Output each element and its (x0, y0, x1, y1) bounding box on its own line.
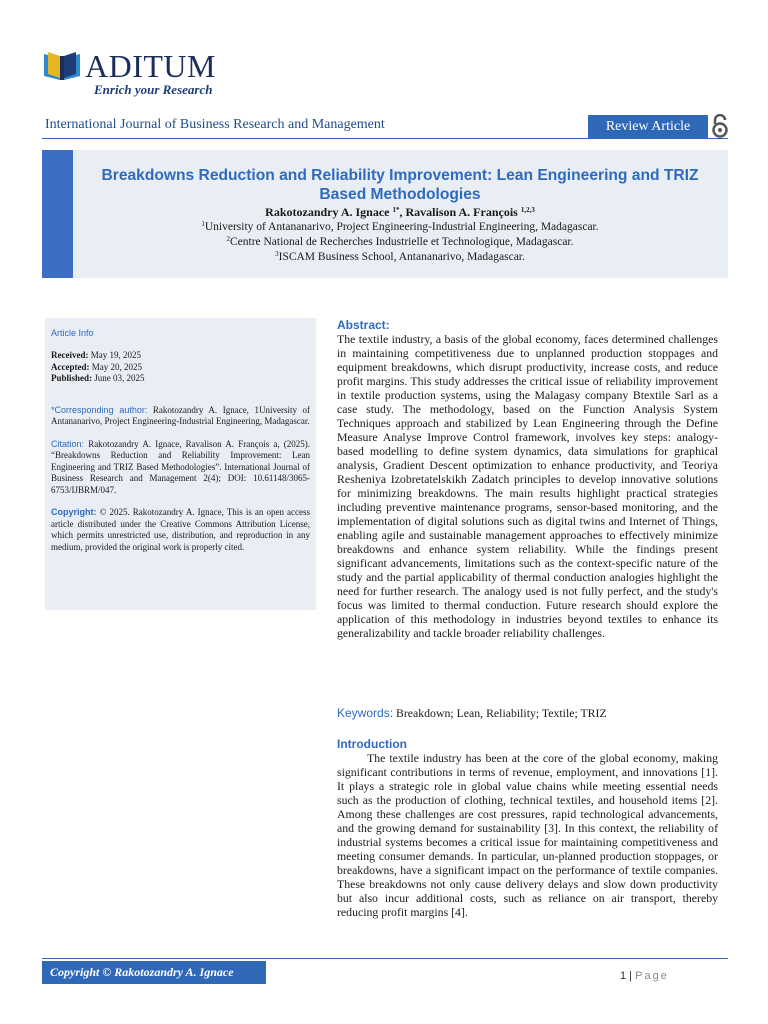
keywords-label: Keywords: (337, 706, 394, 720)
article-title-line1: Breakdowns Reduction and Reliability Improvement: Lean Engineering and TRIZ (101, 167, 699, 184)
affiliation-1-text: University of Antananarivo, Project Engineering-Industrial Engineering, Madagascar. (204, 221, 599, 233)
copyright-label: Copyright: (51, 507, 97, 517)
received-date (51, 350, 310, 362)
publisher-name: ADITUM (85, 48, 216, 84)
published-value: June 03, 2025 (92, 373, 145, 383)
open-access-icon (710, 114, 730, 138)
keywords-value: Breakdown; Lean, Reliability; Textile; TRIZ (393, 706, 607, 720)
received-value: May 19, 2025 (88, 350, 141, 360)
affiliation-1 (80, 220, 720, 234)
introduction-heading: Introduction (337, 737, 407, 751)
citation (51, 439, 310, 497)
authors (80, 205, 720, 219)
footer-copyright: Copyright © Rakotozandry A. Ignace (42, 961, 266, 984)
header-divider (42, 138, 728, 139)
accepted-value: May 20, 2025 (89, 361, 142, 372)
publisher-logo (42, 48, 242, 98)
page-number-value: 1 (620, 970, 627, 982)
abstract-text: The textile industry, a basis of the global economy, faces determined challenges in maintaining competitiveness due to unplanned production stoppages and equipment breakdowns, which disrupt productivity, increase costs, and reduce profit margins. This study addresses the critical issue of reliability improvement in textile production systems, using the Malagasy company Btextile Sarl as a case study. The methodology, based on the Function Analysis System Techniques approach and stabilized by Lean Engineering through the Define Measure Analyse Improve Control framework, involves key steps: analogy-based modelling to define system dynamics, data simulations for graphical analysis, Gradient Descent optimization to enhance productivity, and Teoriya Resheniya Izobretatelskikh Zadatch principles to develop innovative solutions for minimizing breakdowns. The main results highlight practical strategies including preventive maintenance programs, sensor-based monitoring, and the implementation of digital solutions such as digital twins and Internet of Things, enabling agile and sustainable management approaches to effectively minimize breakdowns and enhance system reliability. While the findings present significant advancements, limitations such as the context-specific nature of the study and the partial applicability of thermal conduction analogies highlight the need for further research. The analogy used is not fully perfect, and the study's focus was limited to thermal conduction. Future research should explore the application of this methodology in industries beyond textiles to enhance its generalizability and tackle broader reliability challenges. (337, 332, 718, 640)
received-label: Received: (51, 350, 89, 360)
author-2-affil: 1,2,3 (520, 206, 535, 214)
affiliation-2-text: Centre National de Recherches Industrielle et Technologique, Madagascar. (229, 236, 574, 248)
introduction-section (337, 737, 718, 919)
article-title-line2: Based Methodologies (319, 186, 481, 203)
title-accent-bar (42, 150, 73, 278)
keywords (337, 706, 718, 720)
page-number (620, 970, 669, 982)
article-type-badge: Review Article (588, 115, 708, 138)
corresponding-value: Rakotozandry A. Ignace, 1University of Antananarivo, Project Engineering-Industrial Engineering, Madagascar. (51, 404, 311, 426)
affiliation-3-text: ISCAM Business School, Antananarivo, Madagascar. (278, 251, 525, 263)
citation-label: Citation: (51, 438, 85, 449)
copyright-value: © 2025. Rakotozandry A. Ignace, This is an open access article distributed under the Creative Commons Attribution License, which permits unrestricted use, distribution, and reproduction in any medium, provided the original work is properly cited. (51, 507, 310, 552)
copyright-notice (51, 507, 310, 553)
article-info-box (45, 318, 316, 610)
published-label: Published: (51, 373, 93, 383)
abstract-heading: Abstract: (337, 318, 390, 332)
author-2: Ravalison A. François (405, 205, 518, 219)
journal-name: International Journal of Business Research and Management (45, 117, 385, 132)
affiliation-1-sup: 1 (201, 220, 205, 228)
article-info-heading: Article Info (51, 328, 94, 338)
affiliation-2 (80, 235, 720, 249)
published-date (51, 373, 310, 385)
publisher-tagline: Enrich your Research (94, 82, 213, 97)
introduction-text: The textile industry has been at the core of the global economy, making significant contributions in terms of revenue, employment, and innovations [1]. It plays a strategic role in global value chains while meeting essential needs such as the production of clothing, technical textiles, and household items [2]. Among these challenges are cost pressures, rapid technological advancements, and the growing demand for sustainability [3]. In this context, the reliability of industrial systems becomes a critical issue for maintaining competitiveness and meeting consumer demands. In particular, un-planned production stoppages, or breakdowns, have a significant impact on the performance of textile companies. These breakdowns not only cause delivery delays and slow down productivity but also incur additional costs, such as reliance on air transport, thereby reducing profit margins [4]. (337, 751, 718, 919)
page-separator: | (626, 970, 636, 982)
author-1: Rakotozandry A. Ignace (265, 205, 390, 219)
corresponding-label: *Corresponding author: (51, 404, 148, 415)
author-separator: , (399, 205, 406, 219)
corresponding-author (51, 405, 310, 428)
article-title (80, 166, 720, 204)
page-label: Page (635, 970, 669, 982)
open-book-icon (42, 50, 82, 82)
accepted-label: Accepted: (51, 361, 90, 372)
affiliation-2-sup: 2 (226, 235, 230, 243)
accepted-date (51, 362, 310, 374)
affiliation-3-sup: 3 (275, 250, 279, 258)
author-1-affil: 1* (392, 206, 400, 214)
abstract-section (337, 318, 718, 640)
affiliation-3 (80, 250, 720, 264)
footer-divider (42, 958, 728, 959)
citation-value: Rakotozandry A. Ignace, Ravalison A. François a, (2025). “Breakdowns Reduction and Reliability Improvement: Lean Engineering and TRIZ Based Methodologies”. International Journal of Business Research and Management 2(4); DOI: 10.61148/3065-6753/IJBRM/047. (51, 438, 310, 495)
